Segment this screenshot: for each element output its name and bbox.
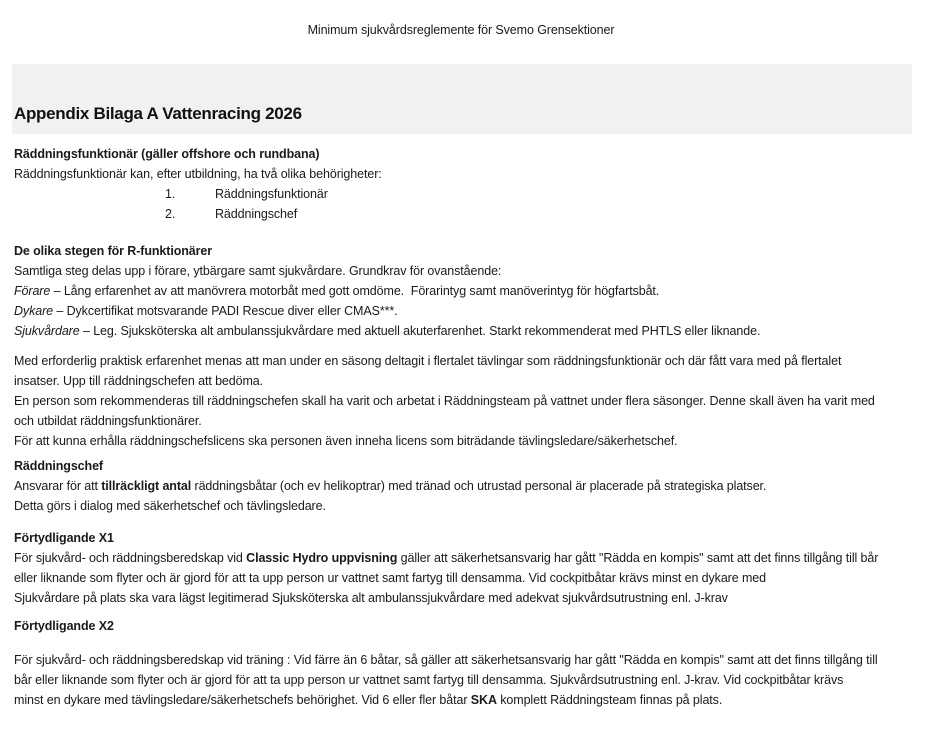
x2-text-bold: SKA <box>470 693 497 707</box>
x2-line-3 <box>14 690 932 710</box>
experience-line: insatser. Upp till räddningschefen att bedöma. <box>14 374 264 388</box>
role-term: Dykare <box>14 304 53 318</box>
experience-line: För att kunna erhålla räddningschefslicens ska personen även inneha licens som biträdande tävlingsledare/säkerhetschef. <box>14 434 678 448</box>
document-header-text: Minimum sjukvårdsreglemente för Svemo Grensektioner <box>307 23 615 37</box>
list-item <box>14 204 932 224</box>
clarification-x1-heading: Förtydligande X1 <box>14 531 114 545</box>
section-rescue-official <box>14 144 932 224</box>
duty-text-bold: tillräckligt antal <box>101 479 192 493</box>
rescue-official-intro: Räddningsfunktionär kan, efter utbildning, ha två olika behörigheter: <box>14 167 382 181</box>
clarification-x2-heading: Förtydligande X2 <box>14 619 114 633</box>
x1-text-bold: Classic Hydro uppvisning <box>246 551 398 565</box>
x1-text-pre: För sjukvård- och räddningsberedskap vid <box>14 551 247 565</box>
x1-line-1 <box>14 548 932 568</box>
role-line-forare <box>14 281 932 301</box>
role-term: Sjukvårdare <box>14 324 80 338</box>
experience-line: och utbildat räddningsfunktionärer. <box>14 414 202 428</box>
experience-line: Med erforderlig praktisk erfarenhet menas att man under en säsong deltagit i flertalet tävlingar som räddningsfunktionär och där fått vara med på flertalet <box>14 354 842 368</box>
steps-heading: De olika stegen för R-funktionärer <box>14 244 213 258</box>
x2-text-pre: minst en dykare med tävlingsledare/säkerhetschefs behörighet. Vid 6 eller fler båtar <box>14 693 471 707</box>
paragraph-experience <box>14 351 932 451</box>
list-item-label: Räddningsfunktionär <box>215 187 328 201</box>
duty-text-post: räddningsbåtar (och ev helikoptrar) med tränad och utrustad personal är placerade på strategiska platser. <box>191 479 767 493</box>
rescue-chief-heading: Räddningschef <box>14 459 103 473</box>
list-item-number: 1. <box>165 187 176 201</box>
section-rescue-chief <box>14 456 932 516</box>
role-line-sjukvardare <box>14 321 932 341</box>
rescue-official-heading: Räddningsfunktionär (gäller offshore och rundbana) <box>14 147 320 161</box>
list-item-number: 2. <box>165 207 176 221</box>
x2-line-2: bår eller liknande som flyter och är gjord för att ta upp person ur vattnet samt fartyg till densamma. Sjukvårdsutrustning enl. J-krav. Vid cockpitbåtar krävs <box>14 673 844 687</box>
role-desc: – Dykcertifikat motsvarande PADI Rescue diver eller CMAS***. <box>53 304 398 318</box>
role-desc: – Leg. Sjuksköterska alt ambulanssjukvårdare med aktuell akuterfarenhet. Starkt rekommenderat med PHTLS eller liknande. <box>79 324 761 338</box>
experience-line: En person som rekommenderas till räddningschefen skall ha varit och arbetat i Räddningsteam på vattnet under flera säsonger. Denne skall även ha varit med <box>14 394 875 408</box>
document-content <box>0 144 942 710</box>
x1-text-post: gäller att säkerhetsansvarig har gått "Rädda en kompis" samt att det finns tillgång till bår <box>397 551 879 565</box>
section-clarification-x1 <box>14 528 932 608</box>
x1-line-2: eller liknande som flyter och är gjord för att ta upp person ur vattnet samt fartyg till densamma. Vid cockpitbåtar krävs minst en dykare med <box>14 571 766 585</box>
section-clarification-x2 <box>14 616 932 710</box>
role-line-dykare <box>14 301 932 321</box>
role-term: Förare <box>14 284 51 298</box>
list-item <box>14 184 932 204</box>
rescue-chief-dialog-line: Detta görs i dialog med säkerhetschef och tävlingsledare. <box>14 499 326 513</box>
rescue-chief-duty-line <box>14 476 932 496</box>
role-desc: – Lång erfarenhet av att manövrera motorbåt med gott omdöme. Förarintyg samt manöverintyg för högfartsbåt. <box>50 284 660 298</box>
x2-line-1: För sjukvård- och räddningsberedskap vid träning : Vid färre än 6 båtar, så gäller att säkerhetsansvarig har gått "Rädda en kompis" samt att det finns tillgång till <box>14 653 878 667</box>
document-header <box>0 0 922 38</box>
clarification-x2-paragraph <box>14 650 932 710</box>
list-item-label: Räddningschef <box>215 207 298 221</box>
duty-text-pre: Ansvarar för att <box>14 479 102 493</box>
x2-text-post: komplett Räddningsteam finnas på plats. <box>496 693 723 707</box>
page-title: Appendix Bilaga A Vattenracing 2026 <box>14 104 302 123</box>
x1-line-3: Sjukvårdare på plats ska vara lägst legitimerad Sjuksköterska alt ambulanssjukvårdare med adekvat sjukvårdsutrustning enl. J-krav <box>14 591 728 605</box>
steps-intro: Samtliga steg delas upp i förare, ytbärgare samt sjukvårdare. Grundkrav för ovanstående: <box>14 264 502 278</box>
section-steps <box>14 241 932 341</box>
title-band <box>12 64 912 134</box>
